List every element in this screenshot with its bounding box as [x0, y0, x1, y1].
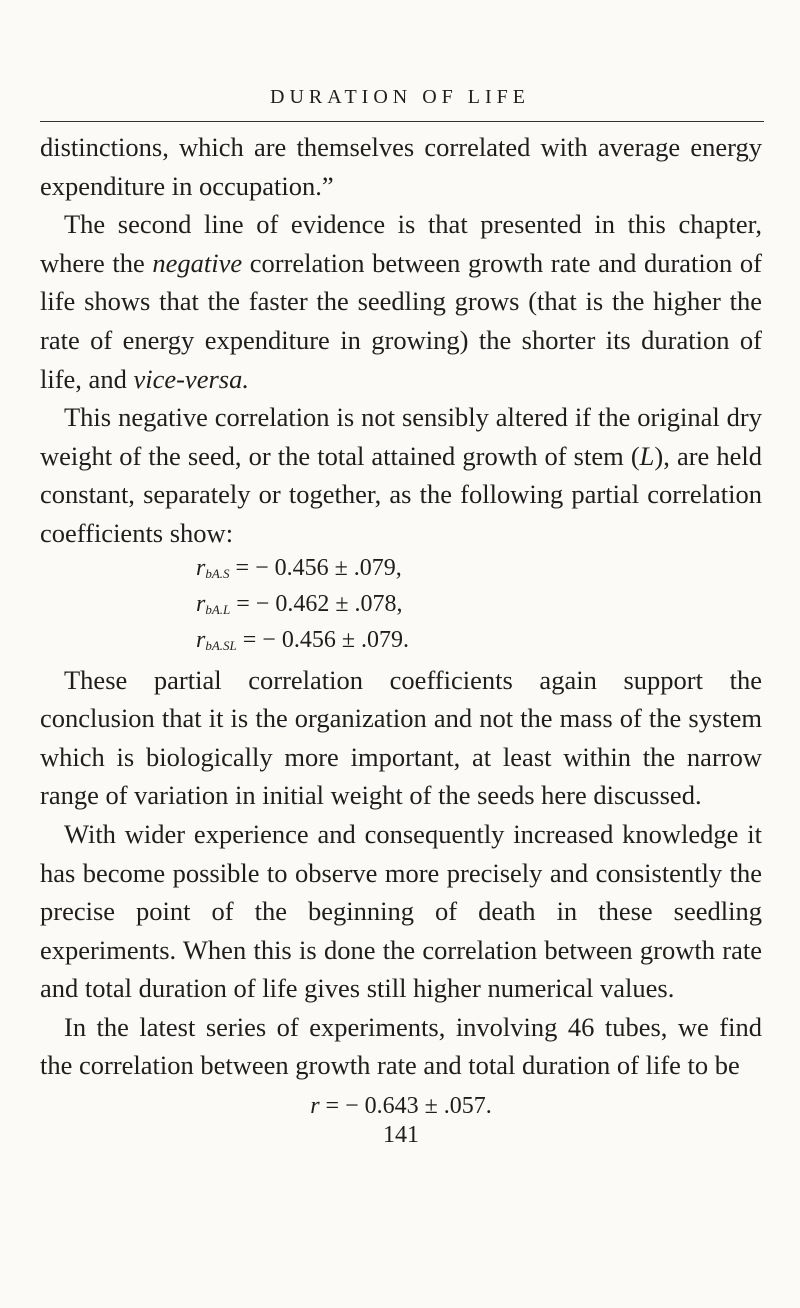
header-rule: [40, 121, 764, 122]
equation-row: $r_{bA.SL}$ = − 0.456 ± .079.: [196, 626, 410, 653]
body-text: [40, 128, 762, 1149]
paragraph-4: These partial correlation coefficients again support the conclusion that it is the organization and not the mass of the system which is biologically more important, at least within the narrow range of variation in initial weight of the seeds here discussed.: [40, 664, 762, 811]
paragraph-2: The second line of evidence is that presented in this chapter, where the negative correlation between growth rate and duration of life shows that the faster the seedling grows (that is the higher the rate of energy expenditure in growing) the shorter its duration of life, and vice-versa.: [40, 209, 762, 394]
paragraph-1: distinctions, which are themselves correlated with average energy expenditure in occupation.”: [40, 132, 762, 201]
paragraph-6: In the latest series of experiments, involving 46 tubes, we find the correlation between growth rate and total duration of life to be: [40, 1011, 762, 1081]
paragraph-5: With wider experience and consequently increased knowledge it has become possible to observe more precisely and consistently the precise point of the beginning of death in these seedling experiments. When this is done the correlation between growth rate and total duration of life gives still higher numerical values.: [40, 818, 762, 1004]
running-head: DURATION OF LIFE: [270, 86, 530, 108]
emphasis-vice-versa: vice-versa.: [133, 363, 249, 394]
paragraph-3: This negative correlation is not sensibly altered if the original dry weight of the seed, or the total attained growth of stem (L), are held constant, separately or together, as the following partial correlation coefficients show:: [40, 402, 762, 548]
equation-row: $r_{bA.S}$ = − 0.456 ± .079,: [196, 554, 402, 581]
page-number: 141: [383, 1122, 419, 1149]
partial-correlation-equations: [196, 553, 762, 661]
final-equation: r = − 0.643 ± .057.: [310, 1093, 492, 1120]
equation-row: $r_{bA.L}$ = − 0.462 ± .078,: [196, 590, 403, 617]
emphasis-negative: negative: [152, 247, 243, 278]
